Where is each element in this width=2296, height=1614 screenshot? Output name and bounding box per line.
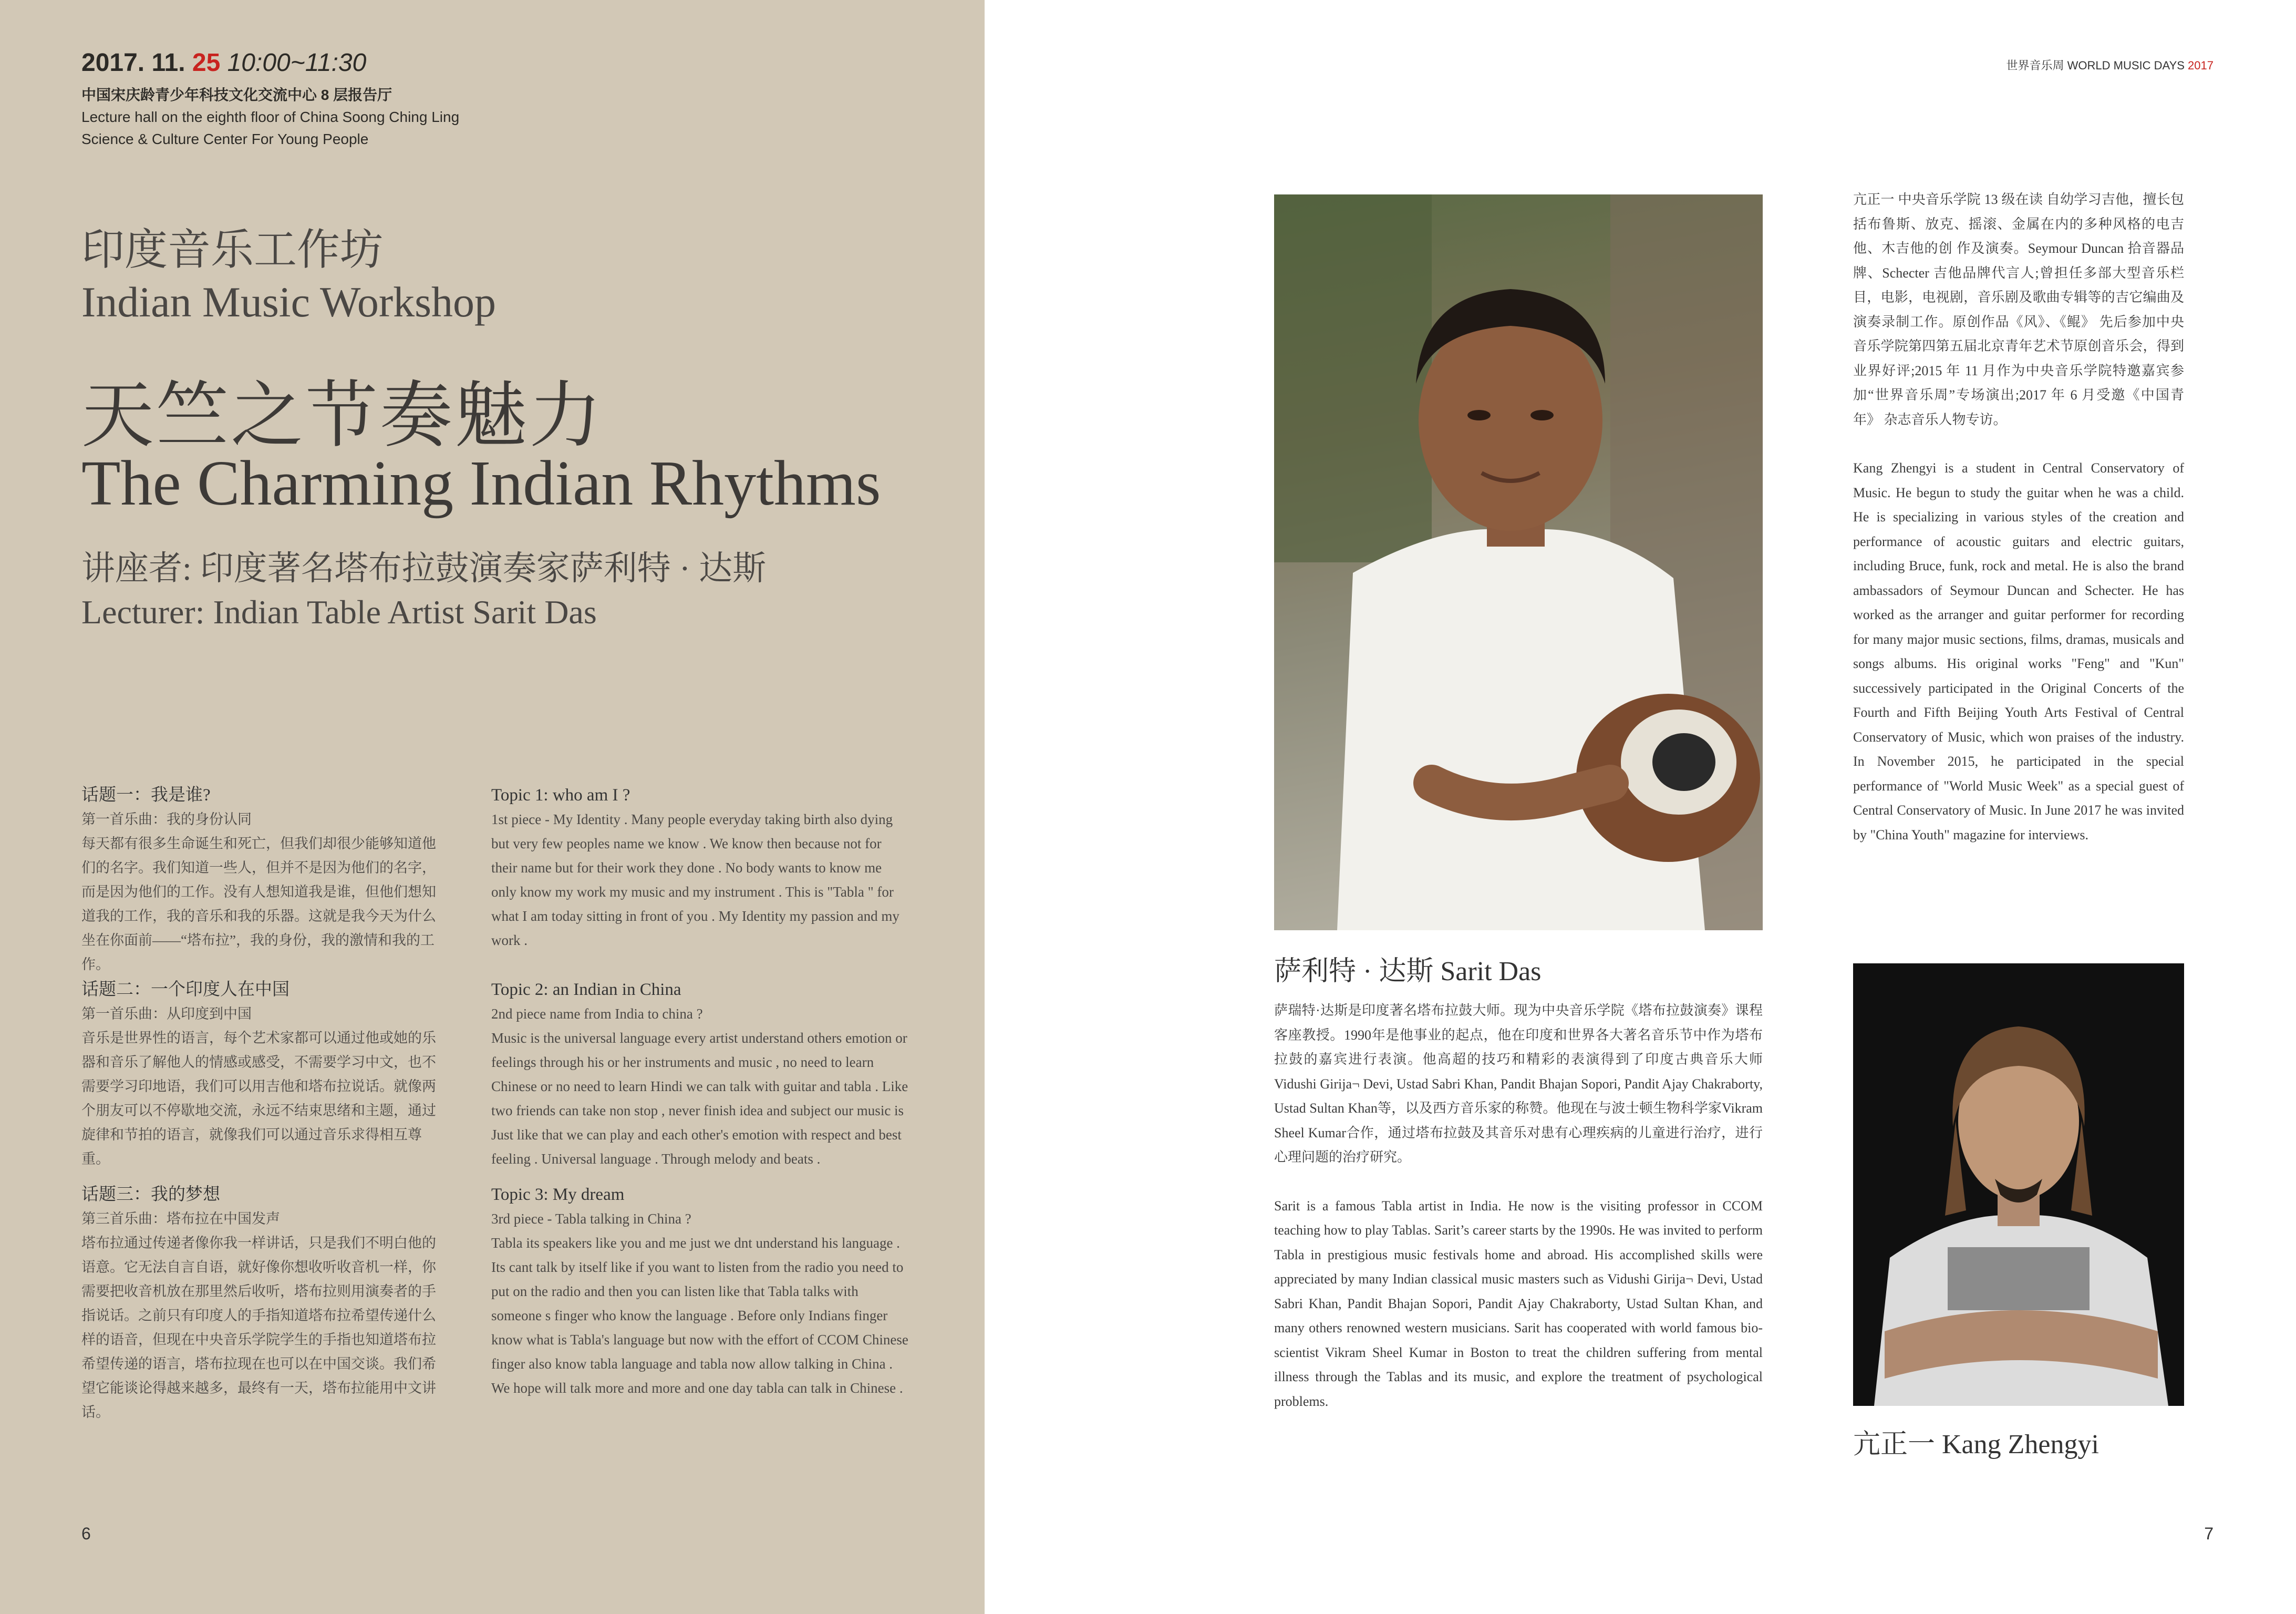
kang-bio <box>1853 188 2184 847</box>
venue-cn: 中国宋庆龄青少年科技文化交流中心 8 层报告厅 <box>81 87 392 103</box>
perforation-edge <box>985 0 992 1614</box>
sarit-das-photo <box>1274 194 1763 930</box>
venue-en-line2: Science & Culture Center For Young People <box>81 131 369 147</box>
left-page <box>0 0 985 1614</box>
topic-cn-piece: 第一首乐曲：我的身份认同 <box>81 811 252 827</box>
event-date: 2017. 11. 25 10:00~11:30 <box>81 49 367 77</box>
kang-bio-cn: 亢正一 中央音乐学院 13 级在读 自幼学习吉他，擅长包括布鲁斯、放克、摇滚、金属在内的多种风格的电吉他、木吉他的创 作及演奏。Seymour Duncan 拾音器品牌、Schecter 吉他品牌代言人;曾担任多部大型音乐栏 目，电影，电视剧，音乐剧及歌曲专辑等的吉它编曲及演奏录制工作。原创作品《风》、《鲲》 先后参加中央音乐学院第四第五届北京青年艺术节原创音乐会，得到业界好评;2015 年 11 月作为中央音乐学院特邀嘉宾参加“世界音乐周”专场演出;2017 年 6 月受邀《中国青年》 杂志音乐人物专访。 <box>1853 192 2184 427</box>
sarit-bio-en: Sarit is a famous Tabla artist in India. He now is the visiting professor in CCOM teaching how to play Tablas. Sarit’s career starts by the 1990s. He was invited to perform Tabla in prestigious music festivals home and abroad. His accomplished skills were appreciated by many Indian classical music masters such as Vidushi Girija¬ Devi, Ustad Sabri Khan, Pandit Bhajan Sopori, Pandit Ajay Chakraborty, Ustad Sultan Khan, and many others renowned western musicians. Sarit has cooperated with world famous bio-scientist Vikram Sheel Kumar in Boston to treat the children suffering from mental illness through the Tablas and its music, and explore the treatment of psychological problems. <box>1274 1198 1763 1409</box>
topic-en-heading: Topic 2: an Indian in China <box>491 980 681 999</box>
topics-cn-column <box>81 783 449 1424</box>
sarit-bio-cn: 萨瑞特·达斯是印度著名塔布拉鼓大师。现为中央音乐学院《塔布拉鼓演奏》课程客座教授。1990年是他事业的起点，他在印度和世界各大著名音乐节中作为塔布拉鼓的嘉宾进行表演。他高超的技巧和精彩的表演得到了印度古典音乐大师Vidushi Girija¬ Devi, Ustad Sabri Khan, Pandit Bhajan Sopori, Pandit Ajay Chakraborty, Ustad Sultan Khan等，以及西方音乐家的称赞。他现在与波士顿生物科学家Vikram Sheel Kumar合作，通过塔布拉鼓及其音乐对患有心理疾病的儿童进行治疗，进行心理问题的治疗研究。 <box>1274 1003 1763 1165</box>
title-en-large: The Charming Indian Rhythms <box>81 448 881 519</box>
running-header: 世界音乐周 WORLD MUSIC DAYS 2017 <box>2006 59 2214 72</box>
event-venue <box>81 84 459 150</box>
page-number-left: 6 <box>81 1524 91 1543</box>
venue-en-line1: Lecture hall on the eighth floor of China Soong Ching Ling <box>81 109 460 125</box>
topic-en-body: 1st piece - My Identity . Many people everyday taking birth also dying but very few peoples name we know . We know then because not for their name but for their work they done . No body wants to know me only know my work my music and my instrument . This is "Tabla " for what I am today sitting in front of you . My Identity my passion and my work . <box>491 811 899 948</box>
topic-en-3 <box>491 1183 909 1400</box>
topic-cn-body: 每天都有很多生命诞生和死亡，但我们却很少能够知道他们的名字。我们知道一些人，但并不是因为他们的名字，而是因为他们的工作。没有人想知道我是谁，但他们想知道我的工作，我的音乐和我的乐器。这就是我今天为什么坐在你面前——“塔布拉”，我的身份，我的激情和我的工作。 <box>81 836 436 972</box>
topic-cn-heading: 话题一：我是谁? <box>81 786 211 805</box>
topic-en-2 <box>491 978 909 1183</box>
topic-cn-3 <box>81 1183 449 1424</box>
topic-cn-1 <box>81 783 449 978</box>
page-number-right: 7 <box>2204 1524 2214 1543</box>
sarit-caption: 萨利特 · 达斯 Sarit Das <box>1274 957 1542 986</box>
topic-en-1 <box>491 783 909 978</box>
kang-photo-illustration <box>1853 963 2184 1406</box>
title-en-small: Indian Music Workshop <box>81 278 497 326</box>
topic-cn-piece: 第三首乐曲：塔布拉在中国发声 <box>81 1211 280 1227</box>
topic-en-piece: 2nd piece name from India to china ? <box>491 1006 703 1022</box>
topic-en-body: Music is the universal language every artist understand others emotion or feelings through his or her instruments and music , no need to learn Chinese or no need to learn Hindi we can talk with guitar and tabla . Like two friends can take non stop , never finish idea and subject our music is Just like that we can play and each other's emotion with respect and best feeling . Universal language . Through melody and beats . <box>491 1030 908 1167</box>
topic-cn-heading: 话题三：我的梦想 <box>81 1185 220 1204</box>
title-cn-large: 天竺之节奏魅力 <box>81 376 604 456</box>
topic-en-heading: Topic 1: who am I ? <box>491 786 630 805</box>
lecturer-en: Lecturer: Indian Table Artist Sarit Das <box>81 593 597 631</box>
event-time: 10:00~11:30 <box>220 49 367 77</box>
topic-en-piece: 3rd piece - Tabla talking in China ? <box>491 1211 691 1227</box>
kang-zhengyi-photo <box>1853 963 2184 1406</box>
event-day: 25 <box>192 49 221 77</box>
lecturer-cn: 讲座者: 印度著名塔布拉鼓演奏家萨利特 · 达斯 <box>81 550 767 587</box>
topic-cn-piece: 第一首乐曲：从印度到中国 <box>81 1006 252 1022</box>
kang-bio-en: Kang Zhengyi is a student in Central Conservatory of Music. He begun to study the guitar when he was a child. He is specializing in various styles of the creation and performance of acoustic guitars and electric guitars, including Bruce, funk, rock and metal. He is also the brand ambassadors of Seymour Duncan and Schecter. He has worked as the arranger and guitar performer for recording for many major music sections, films, dramas, musicals and songs albums. His original works "Feng" and "Kun" successively participated in the Original Concerts of the Fourth and Fifth Beijing Youth Arts Festival of Central Conservatory of Music, which won praises of the industry. In November 2015, he participated in the special performance of "World Music Week" as a special guest of Central Conservatory of Music. In June 2017 he was invited by "China Youth" magazine for interviews. <box>1853 460 2184 842</box>
topic-cn-heading: 话题二：一个印度人在中国 <box>81 980 289 999</box>
title-cn-small: 印度音乐工作坊 <box>81 226 384 274</box>
sarit-photo-illustration <box>1274 194 1763 930</box>
topic-cn-body: 音乐是世界性的语言，每个艺术家都可以通过他或她的乐器和音乐了解他人的情感或感受，不需要学习中文，也不需要学习印地语，我们可以用吉他和塔布拉说话。就像两个朋友可以不停歇地交流，永远不结束思绪和主题，通过旋律和节拍的语言，就像我们可以通过音乐求得相互尊重。 <box>81 1030 436 1167</box>
topic-cn-body: 塔布拉通过传递者像你我一样讲话，只是我们不明白他的语意。它无法自言自语，就好像你想收听收音机一样，你需要把收音机放在那里然后收听，塔布拉则用演奏者的手指说话。之前只有印度人的手指知道塔布拉希望传递什么样的语音，但现在中央音乐学院学生的手指也知道塔布拉希望传递的语言，塔布拉现在也可以在中国交谈。我们希望它能谈论得越来越多，最终有一天，塔布拉能用中文讲话。 <box>81 1235 436 1420</box>
topic-en-body: Tabla its speakers like you and me just we dnt understand his language . Its cant talk by itself like if you want to listen from the radio you need to put on the radio and then you can listen like that Tabla talks with someone s finger who know the language . Before only Indians finger know what is Tabla's language but now with the effort of CCOM Chinese finger also know tabla language and tabla now allow talking in China . We hope will talk more and more and one day tabla can talk in Chinese . <box>491 1235 908 1396</box>
topic-cn-2 <box>81 978 449 1183</box>
kang-caption: 亢正一 Kang Zhengyi <box>1853 1430 2099 1459</box>
topic-en-heading: Topic 3: My dream <box>491 1185 625 1204</box>
topics-en-column <box>491 783 909 1400</box>
sarit-bio <box>1274 999 1763 1414</box>
